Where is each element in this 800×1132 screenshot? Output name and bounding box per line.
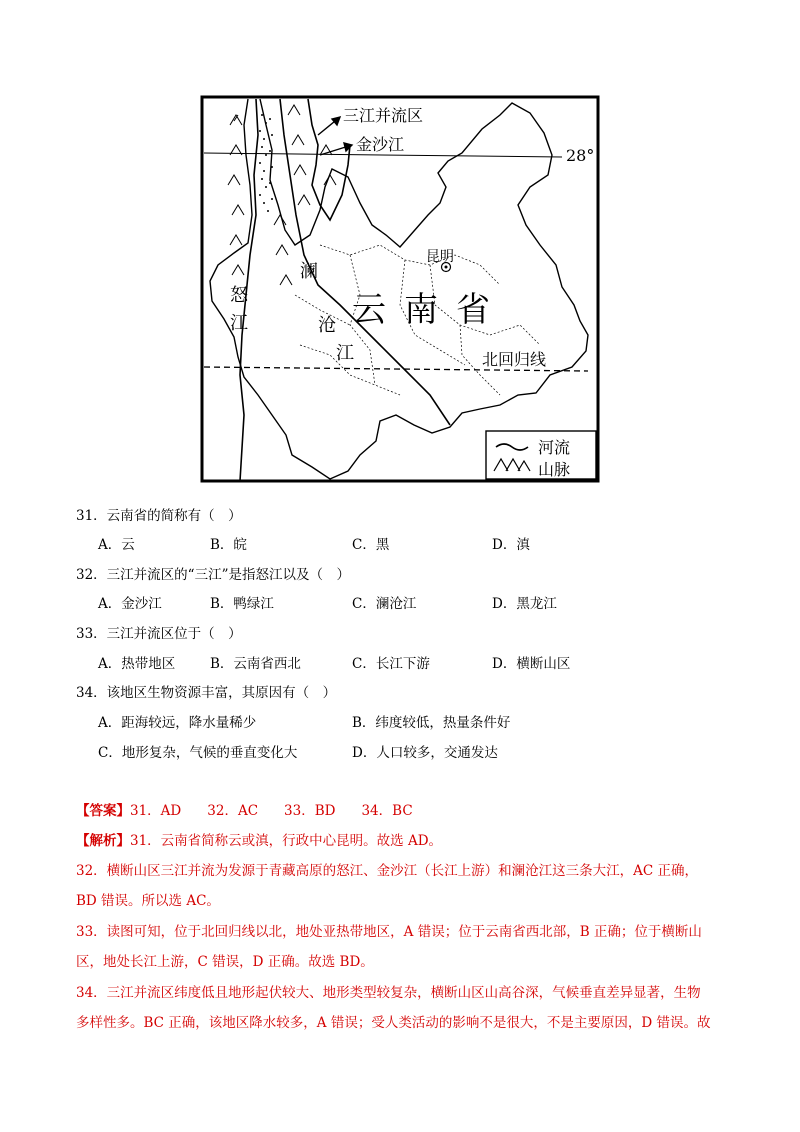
q31-option-c: C．黑 bbox=[352, 537, 390, 553]
q32-option-c: C．澜沧江 bbox=[352, 596, 417, 612]
tropic-label: 北回归线 bbox=[482, 350, 547, 369]
q34-option-c: C．地形复杂，气候的垂直变化大 bbox=[98, 745, 298, 761]
answer-33: 33．BD bbox=[284, 803, 336, 819]
analysis-line-4: 33．读图可知，位于北回归线以北，地处亚热带地区，A 错误；位于云南省西北部，B 正确；位于横断山 bbox=[76, 924, 702, 940]
q34-option-a: A．距海较远，降水量稀少 bbox=[98, 715, 257, 731]
map-svg bbox=[200, 95, 600, 483]
analysis-line-1 bbox=[76, 832, 442, 850]
q34-option-b: B．纬度较低，热量条件好 bbox=[352, 715, 511, 731]
analysis-text-1: 31．云南省简称云或滇，行政中心昆明。故选 AD。 bbox=[130, 833, 443, 849]
province-label-1: 云 bbox=[352, 290, 386, 330]
question-33-stem: 33．三江并流区位于（ ） bbox=[76, 626, 242, 642]
lancang-label-2: 沧 bbox=[318, 315, 336, 336]
analysis-line-2: 32．横断山区三江并流为发源于青藏高原的怒江、金沙江（长江上游）和澜沧江这三条大江，AC 正确， bbox=[76, 863, 699, 879]
q34-option-d: D．人口较多，交通发达 bbox=[352, 745, 498, 761]
legend-river-label: 河流 bbox=[538, 438, 571, 457]
q32-option-d: D．黑龙江 bbox=[492, 596, 557, 612]
yunnan-map bbox=[200, 95, 600, 483]
question-32-stem: 32．三江并流区的“三江”是指怒江以及（ ） bbox=[76, 567, 350, 583]
analysis-line-6: 34．三江并流区纬度低且地形起伏较大、地形类型较复杂，横断山区山高谷深，气候垂直差异显著，生物 bbox=[76, 985, 701, 1001]
q33-option-b: B．云南省西北 bbox=[210, 656, 301, 672]
answer-tag: 【答案】 bbox=[76, 803, 130, 819]
latitude-label: 28° bbox=[566, 146, 595, 165]
question-31-stem: 31．云南省的简称有（ ） bbox=[76, 508, 242, 524]
province-label-2: 南 bbox=[404, 290, 438, 330]
map-frame bbox=[202, 97, 598, 481]
nu-label-2: 江 bbox=[230, 313, 248, 334]
province-label-3: 省 bbox=[456, 290, 490, 330]
q31-option-a: A．云 bbox=[98, 537, 135, 553]
q33-option-a: A．热带地区 bbox=[98, 656, 176, 672]
question-34-stem: 34．该地区生物资源丰富，其原因有（ ） bbox=[76, 685, 337, 701]
q32-option-a: A．金沙江 bbox=[98, 596, 162, 612]
answer-31: 31．AD bbox=[130, 803, 182, 819]
answer-line bbox=[76, 802, 413, 820]
map-legend bbox=[486, 431, 596, 479]
q32-option-b: B．鸭绿江 bbox=[210, 596, 274, 612]
nu-label-1: 怒 bbox=[230, 285, 248, 306]
analysis-tag: 【解析】 bbox=[76, 833, 130, 849]
legend-mountain-label: 山脉 bbox=[538, 460, 571, 479]
jinsha-label: 金沙江 bbox=[356, 135, 405, 154]
sanjiang-label: 三江并流区 bbox=[343, 106, 424, 125]
answer-32: 32．AC bbox=[207, 803, 259, 819]
kunming-label: 昆明 bbox=[426, 249, 454, 265]
q31-option-d: D．滇 bbox=[492, 537, 530, 553]
lancang-label-3: 江 bbox=[336, 343, 354, 364]
analysis-line-7: 多样性多。BC 正确，该地区降水较多，A 错误；受人类活动的影响不是很大，不是主要原因，D 错误。故 bbox=[76, 1015, 711, 1031]
q33-option-c: C．长江下游 bbox=[352, 656, 430, 672]
lancang-label-1: 澜 bbox=[300, 261, 318, 282]
analysis-line-3: BD 错误。所以选 AC。 bbox=[76, 893, 220, 909]
answer-34: 34．BC bbox=[361, 803, 413, 819]
q31-option-b: B．皖 bbox=[210, 537, 247, 553]
q33-option-d: D．横断山区 bbox=[492, 656, 571, 672]
analysis-line-5: 区，地处长江上游，C 错误，D 正确。故选 BD。 bbox=[76, 954, 374, 970]
